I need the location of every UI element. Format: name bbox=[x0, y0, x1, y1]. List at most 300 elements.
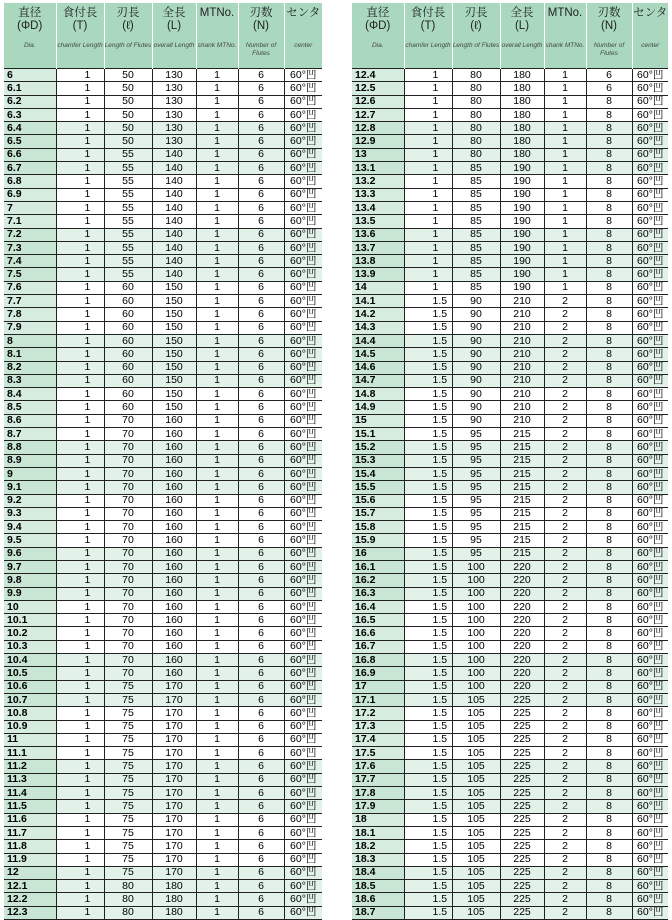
table-row bbox=[352, 760, 668, 773]
cell-overall-length: 140 bbox=[152, 175, 196, 188]
cell-mt-no: 2 bbox=[544, 800, 586, 813]
cell-flutes: 6 bbox=[238, 295, 284, 308]
cell-chamfer: 1 bbox=[56, 361, 104, 374]
cell-flutes: 6 bbox=[238, 348, 284, 361]
cell-center: 60°凹 bbox=[284, 255, 322, 268]
cell-chamfer: 1 bbox=[56, 281, 104, 294]
cell-overall-length: 170 bbox=[152, 707, 196, 720]
cell-overall-length: 190 bbox=[500, 175, 544, 188]
cell-mt-no: 2 bbox=[544, 747, 586, 760]
cell-dia: 15.8 bbox=[352, 521, 404, 534]
cell-center: 60°凹 bbox=[284, 374, 322, 387]
cell-center: 60°凹 bbox=[632, 241, 668, 254]
cell-dia: 13.3 bbox=[352, 188, 404, 201]
cell-chamfer: 1.5 bbox=[404, 334, 452, 347]
cell-mt-no: 2 bbox=[544, 348, 586, 361]
cell-flutes: 8 bbox=[586, 521, 632, 534]
cell-dia: 12.2 bbox=[4, 893, 56, 906]
cell-center: 60°凹 bbox=[284, 787, 322, 800]
cell-flutes: 8 bbox=[586, 321, 632, 334]
cell-overall-length: 220 bbox=[500, 614, 544, 627]
cell-flutes: 6 bbox=[238, 281, 284, 294]
cell-flute-length: 90 bbox=[452, 308, 500, 321]
cell-mt-no: 1 bbox=[196, 800, 238, 813]
cell-chamfer: 1.5 bbox=[404, 507, 452, 520]
cell-flutes: 6 bbox=[238, 162, 284, 175]
table-row bbox=[4, 707, 322, 720]
cell-flutes: 8 bbox=[586, 787, 632, 800]
cell-dia: 9.7 bbox=[4, 560, 56, 573]
cell-flute-length: 55 bbox=[104, 188, 152, 201]
cell-overall-length: 190 bbox=[500, 255, 544, 268]
table-row bbox=[352, 773, 668, 786]
cell-dia: 7.2 bbox=[4, 228, 56, 241]
cell-center: 60°凹 bbox=[632, 773, 668, 786]
cell-center: 60°凹 bbox=[284, 693, 322, 706]
cell-chamfer: 1 bbox=[404, 122, 452, 135]
cell-chamfer: 1.5 bbox=[404, 374, 452, 387]
cell-center: 60°凹 bbox=[284, 295, 322, 308]
cell-mt-no: 1 bbox=[196, 175, 238, 188]
cell-chamfer: 1.5 bbox=[404, 361, 452, 374]
cell-overall-length: 225 bbox=[500, 707, 544, 720]
cell-flute-length: 100 bbox=[452, 640, 500, 653]
cell-chamfer: 1 bbox=[56, 69, 104, 82]
cell-overall-length: 160 bbox=[152, 441, 196, 454]
cell-center: 60°凹 bbox=[632, 600, 668, 613]
cell-flute-length: 50 bbox=[104, 108, 152, 121]
cell-flute-length: 70 bbox=[104, 467, 152, 480]
cell-mt-no: 1 bbox=[196, 853, 238, 866]
table-row bbox=[352, 800, 668, 813]
cell-dia: 18.1 bbox=[352, 826, 404, 839]
cell-flute-length: 90 bbox=[452, 388, 500, 401]
cell-flute-length: 85 bbox=[452, 215, 500, 228]
cell-flute-length: 90 bbox=[452, 374, 500, 387]
cell-dia: 17.2 bbox=[352, 707, 404, 720]
cell-mt-no: 1 bbox=[544, 69, 586, 82]
cell-center: 60°凹 bbox=[632, 747, 668, 760]
cell-chamfer: 1 bbox=[56, 547, 104, 560]
cell-overall-length: 170 bbox=[152, 733, 196, 746]
cell-mt-no: 1 bbox=[544, 201, 586, 214]
cell-dia: 7.8 bbox=[4, 308, 56, 321]
cell-center: 60°凹 bbox=[632, 69, 668, 82]
table-row bbox=[352, 69, 668, 82]
cell-dia: 10.1 bbox=[4, 614, 56, 627]
cell-flute-length: 100 bbox=[452, 667, 500, 680]
table-row bbox=[4, 880, 322, 893]
cell-flute-length: 80 bbox=[452, 69, 500, 82]
cell-overall-length: 150 bbox=[152, 348, 196, 361]
cell-center: 60°凹 bbox=[632, 201, 668, 214]
table-row bbox=[352, 388, 668, 401]
cell-center: 60°凹 bbox=[284, 108, 322, 121]
cell-mt-no: 1 bbox=[196, 880, 238, 893]
table-row bbox=[352, 787, 668, 800]
cell-center: 60°凹 bbox=[284, 534, 322, 547]
cell-mt-no: 1 bbox=[196, 747, 238, 760]
cell-flute-length: 50 bbox=[104, 135, 152, 148]
cell-flutes: 8 bbox=[586, 627, 632, 640]
cell-dia: 9.4 bbox=[4, 521, 56, 534]
table-row bbox=[352, 308, 668, 321]
cell-flutes: 8 bbox=[586, 95, 632, 108]
cell-chamfer: 1 bbox=[404, 162, 452, 175]
cell-mt-no: 2 bbox=[544, 467, 586, 480]
cell-mt-no: 2 bbox=[544, 693, 586, 706]
header-label: MTNo. bbox=[199, 7, 235, 19]
table-row bbox=[4, 281, 322, 294]
cell-flutes: 6 bbox=[586, 69, 632, 82]
cell-dia: 15.1 bbox=[352, 428, 404, 441]
cell-dia: 9.2 bbox=[4, 494, 56, 507]
cell-mt-no: 2 bbox=[544, 880, 586, 893]
cell-overall-length: 160 bbox=[152, 614, 196, 627]
table-row bbox=[4, 747, 322, 760]
cell-dia: 18.5 bbox=[352, 880, 404, 893]
cell-overall-length: 220 bbox=[500, 587, 544, 600]
cell-overall-length: 225 bbox=[500, 866, 544, 879]
cell-overall-length: 220 bbox=[500, 600, 544, 613]
table-row bbox=[4, 228, 322, 241]
table-row bbox=[352, 441, 668, 454]
cell-overall-length: 160 bbox=[152, 640, 196, 653]
table-row bbox=[352, 295, 668, 308]
cell-flutes: 6 bbox=[238, 454, 284, 467]
cell-chamfer: 1 bbox=[56, 241, 104, 254]
cell-flute-length: 80 bbox=[452, 135, 500, 148]
cell-mt-no: 1 bbox=[196, 893, 238, 906]
header-label: 食付長 bbox=[62, 7, 98, 19]
header-symbol: (ΦD) bbox=[365, 20, 391, 32]
cell-chamfer: 1.5 bbox=[404, 587, 452, 600]
cell-overall-length: 170 bbox=[152, 773, 196, 786]
header-symbol: (N) bbox=[601, 20, 617, 32]
cell-mt-no: 2 bbox=[544, 866, 586, 879]
cell-overall-length: 140 bbox=[152, 268, 196, 281]
cell-dia: 13.9 bbox=[352, 268, 404, 281]
cell-chamfer: 1.5 bbox=[404, 521, 452, 534]
cell-flute-length: 70 bbox=[104, 614, 152, 627]
table-row bbox=[4, 481, 322, 494]
cell-flutes: 6 bbox=[238, 308, 284, 321]
table-row bbox=[352, 255, 668, 268]
header-label: MTNo. bbox=[547, 7, 583, 19]
cell-flutes: 6 bbox=[238, 188, 284, 201]
cell-chamfer: 1 bbox=[56, 760, 104, 773]
cell-dia: 8.9 bbox=[4, 454, 56, 467]
spec-table-right bbox=[352, 3, 668, 920]
cell-dia: 10.2 bbox=[4, 627, 56, 640]
cell-flute-length: 80 bbox=[104, 906, 152, 919]
header-english: center bbox=[641, 42, 660, 49]
cell-overall-length: 210 bbox=[500, 388, 544, 401]
cell-mt-no: 1 bbox=[196, 467, 238, 480]
cell-flute-length: 85 bbox=[452, 255, 500, 268]
cell-dia: 12.8 bbox=[352, 122, 404, 135]
cell-flutes: 8 bbox=[586, 707, 632, 720]
cell-center: 60°凹 bbox=[632, 720, 668, 733]
cell-flutes: 6 bbox=[238, 481, 284, 494]
cell-center: 60°凹 bbox=[632, 361, 668, 374]
header-center bbox=[284, 3, 322, 69]
table-row bbox=[4, 401, 322, 414]
table-row bbox=[352, 667, 668, 680]
cell-flute-length: 80 bbox=[452, 108, 500, 121]
cell-chamfer: 1.5 bbox=[404, 467, 452, 480]
cell-flutes: 6 bbox=[238, 401, 284, 414]
cell-chamfer: 1 bbox=[56, 667, 104, 680]
cell-overall-length: 210 bbox=[500, 308, 544, 321]
cell-overall-length: 225 bbox=[500, 733, 544, 746]
cell-center: 60°凹 bbox=[284, 813, 322, 826]
cell-chamfer: 1 bbox=[56, 321, 104, 334]
cell-center: 60°凹 bbox=[632, 162, 668, 175]
cell-overall-length: 210 bbox=[500, 401, 544, 414]
cell-chamfer: 1 bbox=[56, 454, 104, 467]
cell-flutes: 6 bbox=[238, 826, 284, 839]
cell-center: 60°凹 bbox=[284, 826, 322, 839]
cell-flute-length: 70 bbox=[104, 600, 152, 613]
cell-mt-no: 1 bbox=[196, 281, 238, 294]
cell-chamfer: 1 bbox=[56, 108, 104, 121]
cell-chamfer: 1.5 bbox=[404, 773, 452, 786]
cell-mt-no: 1 bbox=[196, 122, 238, 135]
cell-dia: 7.6 bbox=[4, 281, 56, 294]
cell-flute-length: 60 bbox=[104, 388, 152, 401]
cell-overall-length: 140 bbox=[152, 255, 196, 268]
table-row bbox=[352, 321, 668, 334]
cell-chamfer: 1.5 bbox=[404, 787, 452, 800]
cell-chamfer: 1 bbox=[56, 840, 104, 853]
cell-center: 60°凹 bbox=[632, 707, 668, 720]
cell-center: 60°凹 bbox=[632, 507, 668, 520]
cell-chamfer: 1.5 bbox=[404, 707, 452, 720]
cell-flutes: 8 bbox=[586, 614, 632, 627]
cell-center: 60°凹 bbox=[284, 600, 322, 613]
cell-flutes: 8 bbox=[586, 441, 632, 454]
cell-overall-length: 225 bbox=[500, 693, 544, 706]
table-row bbox=[352, 587, 668, 600]
cell-dia: 16.8 bbox=[352, 654, 404, 667]
cell-center: 60°凹 bbox=[284, 560, 322, 573]
table-row bbox=[352, 627, 668, 640]
table-row bbox=[4, 295, 322, 308]
table-row bbox=[352, 547, 668, 560]
cell-flute-length: 75 bbox=[104, 866, 152, 879]
cell-flute-length: 105 bbox=[452, 800, 500, 813]
cell-flutes: 8 bbox=[586, 587, 632, 600]
cell-mt-no: 2 bbox=[544, 667, 586, 680]
cell-overall-length: 215 bbox=[500, 441, 544, 454]
cell-mt-no: 2 bbox=[544, 627, 586, 640]
cell-overall-length: 170 bbox=[152, 826, 196, 839]
cell-flutes: 8 bbox=[586, 361, 632, 374]
header-label: 刃長 bbox=[116, 7, 140, 19]
cell-dia: 14.3 bbox=[352, 321, 404, 334]
cell-chamfer: 1 bbox=[56, 135, 104, 148]
cell-overall-length: 140 bbox=[152, 188, 196, 201]
cell-flutes: 8 bbox=[586, 201, 632, 214]
cell-flute-length: 75 bbox=[104, 826, 152, 839]
cell-dia: 12.7 bbox=[352, 108, 404, 121]
cell-center: 60°凹 bbox=[284, 148, 322, 161]
cell-flutes: 6 bbox=[238, 733, 284, 746]
cell-flute-length: 60 bbox=[104, 321, 152, 334]
cell-overall-length: 215 bbox=[500, 428, 544, 441]
cell-dia: 7.7 bbox=[4, 295, 56, 308]
cell-center: 60°凹 bbox=[632, 481, 668, 494]
table-row bbox=[4, 787, 322, 800]
cell-mt-no: 2 bbox=[544, 308, 586, 321]
cell-center: 60°凹 bbox=[632, 893, 668, 906]
table-row bbox=[352, 108, 668, 121]
cell-flute-length: 100 bbox=[452, 654, 500, 667]
table-row bbox=[4, 308, 322, 321]
header-symbol: (ℓ) bbox=[470, 20, 482, 32]
cell-center: 60°凹 bbox=[632, 880, 668, 893]
cell-flutes: 8 bbox=[586, 760, 632, 773]
cell-center: 60°凹 bbox=[284, 388, 322, 401]
cell-overall-length: 220 bbox=[500, 627, 544, 640]
cell-dia: 17.1 bbox=[352, 693, 404, 706]
cell-flute-length: 60 bbox=[104, 374, 152, 387]
cell-chamfer: 1.5 bbox=[404, 414, 452, 427]
cell-flutes: 8 bbox=[586, 574, 632, 587]
cell-chamfer: 1 bbox=[404, 215, 452, 228]
cell-overall-length: 160 bbox=[152, 414, 196, 427]
table-row bbox=[4, 667, 322, 680]
cell-dia: 16.9 bbox=[352, 667, 404, 680]
table-row bbox=[352, 95, 668, 108]
cell-mt-no: 1 bbox=[544, 122, 586, 135]
cell-mt-no: 2 bbox=[544, 441, 586, 454]
cell-mt-no: 1 bbox=[196, 201, 238, 214]
cell-chamfer: 1.5 bbox=[404, 295, 452, 308]
table-row bbox=[4, 321, 322, 334]
header-flute-length bbox=[452, 3, 500, 69]
header-label: 刃長 bbox=[464, 7, 488, 19]
cell-mt-no: 1 bbox=[196, 667, 238, 680]
header-overall-length bbox=[500, 3, 544, 69]
cell-flute-length: 60 bbox=[104, 348, 152, 361]
cell-flutes: 6 bbox=[238, 414, 284, 427]
cell-center: 60°凹 bbox=[632, 414, 668, 427]
table-row bbox=[4, 268, 322, 281]
table-row bbox=[4, 587, 322, 600]
table-row bbox=[4, 720, 322, 733]
cell-dia: 11.5 bbox=[4, 800, 56, 813]
cell-mt-no: 1 bbox=[196, 707, 238, 720]
cell-mt-no: 2 bbox=[544, 600, 586, 613]
header-label: センタ bbox=[286, 7, 321, 19]
cell-center: 60°凹 bbox=[632, 800, 668, 813]
cell-mt-no: 2 bbox=[544, 614, 586, 627]
header-dia bbox=[4, 3, 56, 69]
cell-flute-length: 70 bbox=[104, 507, 152, 520]
cell-dia: 9.5 bbox=[4, 534, 56, 547]
cell-chamfer: 1 bbox=[404, 148, 452, 161]
cell-dia: 6.5 bbox=[4, 135, 56, 148]
cell-dia: 7.1 bbox=[4, 215, 56, 228]
table-row bbox=[4, 614, 322, 627]
cell-center: 60°凹 bbox=[284, 428, 322, 441]
cell-flute-length: 90 bbox=[452, 414, 500, 427]
cell-flute-length: 70 bbox=[104, 481, 152, 494]
cell-chamfer: 1.5 bbox=[404, 321, 452, 334]
cell-chamfer: 1 bbox=[404, 175, 452, 188]
cell-overall-length: 140 bbox=[152, 148, 196, 161]
cell-chamfer: 1 bbox=[56, 82, 104, 95]
cell-flute-length: 70 bbox=[104, 454, 152, 467]
cell-flutes: 6 bbox=[238, 241, 284, 254]
cell-flute-length: 100 bbox=[452, 600, 500, 613]
cell-flutes: 8 bbox=[586, 720, 632, 733]
cell-dia: 6.3 bbox=[4, 108, 56, 121]
header-english: Length of Flutes bbox=[452, 42, 500, 49]
cell-overall-length: 220 bbox=[500, 680, 544, 693]
cell-chamfer: 1 bbox=[56, 866, 104, 879]
table-row bbox=[4, 467, 322, 480]
cell-overall-length: 180 bbox=[500, 82, 544, 95]
cell-dia: 8.5 bbox=[4, 401, 56, 414]
cell-overall-length: 225 bbox=[500, 840, 544, 853]
cell-center: 60°凹 bbox=[284, 308, 322, 321]
cell-mt-no: 1 bbox=[196, 680, 238, 693]
cell-flute-length: 85 bbox=[452, 201, 500, 214]
cell-flutes: 8 bbox=[586, 800, 632, 813]
cell-dia: 13.7 bbox=[352, 241, 404, 254]
cell-flutes: 6 bbox=[238, 82, 284, 95]
cell-center: 60°凹 bbox=[632, 760, 668, 773]
cell-flutes: 6 bbox=[238, 334, 284, 347]
table-row bbox=[352, 175, 668, 188]
table-row bbox=[4, 108, 322, 121]
cell-dia: 13.5 bbox=[352, 215, 404, 228]
table-row bbox=[4, 454, 322, 467]
cell-flute-length: 80 bbox=[452, 148, 500, 161]
cell-flute-length: 75 bbox=[104, 840, 152, 853]
cell-center: 60°凹 bbox=[632, 906, 668, 919]
cell-overall-length: 160 bbox=[152, 481, 196, 494]
cell-flute-length: 60 bbox=[104, 361, 152, 374]
cell-overall-length: 225 bbox=[500, 773, 544, 786]
cell-flute-length: 70 bbox=[104, 414, 152, 427]
cell-chamfer: 1 bbox=[56, 481, 104, 494]
cell-chamfer: 1 bbox=[404, 228, 452, 241]
cell-dia: 10.5 bbox=[4, 667, 56, 680]
cell-mt-no: 1 bbox=[544, 82, 586, 95]
cell-mt-no: 1 bbox=[544, 255, 586, 268]
cell-dia: 7.9 bbox=[4, 321, 56, 334]
table-row bbox=[352, 414, 668, 427]
cell-mt-no: 1 bbox=[544, 162, 586, 175]
cell-mt-no: 1 bbox=[544, 215, 586, 228]
cell-overall-length: 170 bbox=[152, 813, 196, 826]
cell-flute-length: 105 bbox=[452, 840, 500, 853]
cell-chamfer: 1 bbox=[56, 414, 104, 427]
table-row bbox=[4, 215, 322, 228]
cell-center: 60°凹 bbox=[284, 547, 322, 560]
header-mt-no bbox=[196, 3, 238, 69]
cell-overall-length: 150 bbox=[152, 401, 196, 414]
header-symbol: (L) bbox=[166, 20, 182, 32]
cell-center: 60°凹 bbox=[284, 401, 322, 414]
cell-overall-length: 190 bbox=[500, 215, 544, 228]
cell-flutes: 6 bbox=[238, 840, 284, 853]
table-row bbox=[4, 600, 322, 613]
